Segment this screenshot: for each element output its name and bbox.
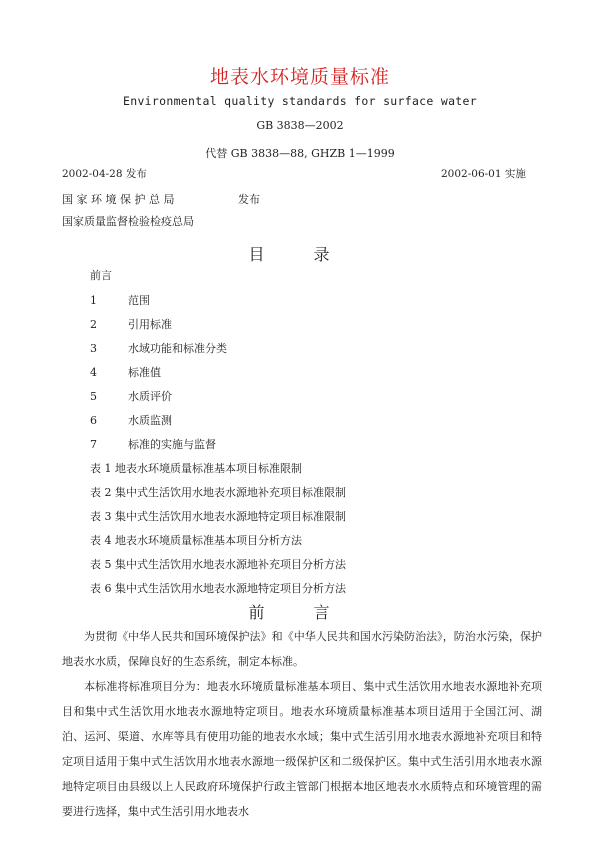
issue-date: 2002-04-28 发布	[62, 168, 147, 180]
foreword-paragraph-2: 本标准将标准项目分为：地表水环境质量标准基本项目、集中式生活饮用水地表水源地补充项目和集中式生活饮用水地表水源地特定项目。地表水环境质量标准基本项目适用于全国江河、湖泊、运河、渠道、水库等具有使用功能的地表水水域；集中式生活引用水地表水源地补充项目和特定项目适用于集中式生活饮用水地表水源地一级保护区和二级保护区。集中式生活引用水地表水源地特定项目由县级以上人民政府环境保护行政主管部门根据本地区地表水水质特点和环境管理的需要进行选择，集中式生活引用水地表水	[62, 680, 542, 818]
issuer-2: 国家质量监督检验检疫总局	[62, 215, 194, 228]
toc-section-num: 6	[90, 414, 97, 427]
effective-date: 2002-06-01 实施	[441, 168, 526, 180]
toc-section-num: 5	[90, 390, 97, 403]
toc-section	[90, 292, 150, 308]
standard-number: GB 3838—2002	[256, 119, 344, 132]
toc-table-item: 表 1 地表水环境质量标准基本项目标准限制	[90, 462, 302, 475]
toc-section	[90, 316, 172, 332]
toc-section-num: 1	[90, 294, 97, 307]
toc-foreword: 前言	[90, 269, 112, 282]
toc-section-num: 2	[90, 318, 97, 331]
toc-section-label: 范围	[128, 294, 150, 307]
document-title: 地表水环境质量标准	[209, 66, 390, 88]
toc-section	[90, 412, 172, 428]
toc-section-num: 7	[90, 438, 97, 451]
issuer-1: 国 家 环 境 保 护 总 局	[62, 193, 175, 206]
toc-table-item: 表 4 地表水环境质量标准基本项目分析方法	[90, 534, 302, 547]
toc-heading: 目 录	[248, 245, 352, 264]
toc-section-label: 标准的实施与监督	[128, 438, 216, 451]
toc-section	[90, 436, 216, 452]
issue-word: 发布	[238, 193, 260, 206]
toc-table-item: 表 5 集中式生活饮用水地表水源地补充项目分析方法	[90, 558, 346, 571]
toc-section-num: 4	[90, 366, 97, 379]
toc-section-label: 水质监测	[128, 414, 172, 427]
toc-table-item: 表 2 集中式生活饮用水地表水源地补充项目标准限制	[90, 486, 346, 499]
toc-section	[90, 364, 161, 380]
toc-section-num: 3	[90, 342, 97, 355]
english-title: Environmental quality standards for surface water	[123, 94, 477, 108]
toc-section-label: 水域功能和标准分类	[128, 342, 227, 355]
replaces-line: 代替 GB 3838—88, GHZB 1—1999	[205, 147, 395, 160]
foreword-heading: 前 言	[248, 603, 352, 622]
toc-section-label: 引用标准	[128, 318, 172, 331]
foreword-paragraph-1: 为贯彻《中华人民共和国环境保护法》和《中华人民共和国水污染防治法》，防治水污染，保护地表水水质，保障良好的生态系统，制定本标准。	[62, 630, 542, 668]
toc-table-item: 表 6 集中式生活饮用水地表水源地特定项目分析方法	[90, 582, 346, 595]
toc-section	[90, 340, 227, 356]
toc-section-label: 标准值	[128, 366, 161, 379]
toc-section	[90, 388, 172, 404]
toc-table-item: 表 3 集中式生活饮用水地表水源地特定项目标准限制	[90, 510, 346, 523]
toc-section-label: 水质评价	[128, 390, 172, 403]
